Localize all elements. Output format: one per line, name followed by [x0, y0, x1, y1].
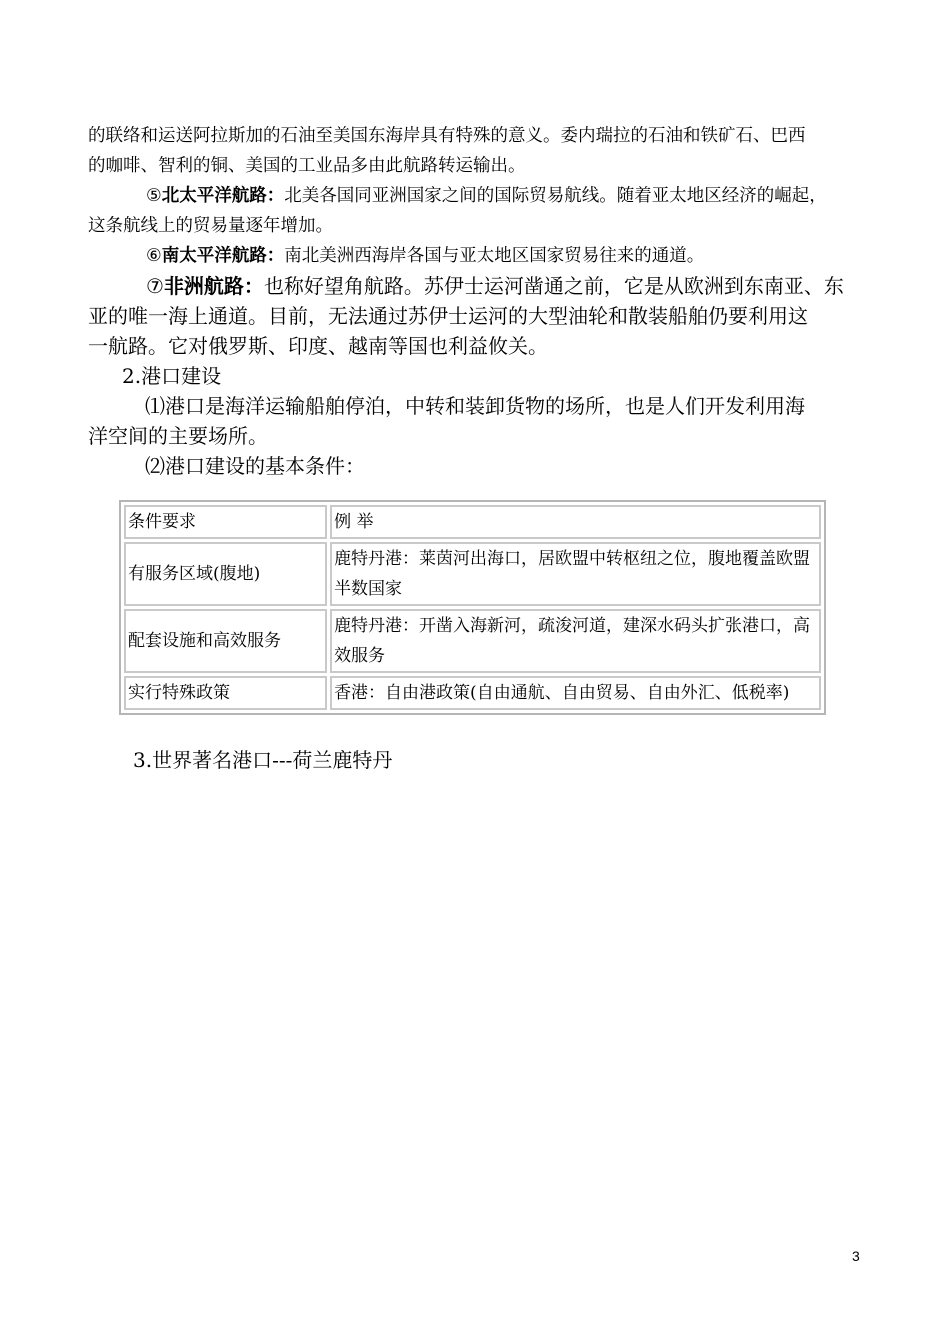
table-cell-example: 鹿特丹港：莱茵河出海口，居欧盟中转枢纽之位，腹地覆盖欧盟半数国家 — [330, 542, 821, 606]
paragraph-line: ⑴港口是海洋运输船舶停泊，中转和装卸货物的场所，也是人们开发利用海 — [145, 394, 805, 418]
paragraph-line: 的咖啡、智利的铜、美国的工业品多由此航路转运输出。 — [88, 156, 526, 176]
table-row — [124, 676, 821, 710]
item-marker: ⑦ — [146, 274, 164, 298]
table-cell-condition: 配套设施和高效服务 — [124, 609, 327, 673]
route-term: 南太平洋航路： — [161, 246, 285, 266]
table-header-cell: 例 举 — [330, 505, 821, 539]
table-header-cell: 条件要求 — [124, 505, 327, 539]
paragraph-south-pacific — [146, 248, 704, 266]
table-cell-condition: 实行特殊政策 — [124, 676, 327, 710]
table-cell-example: 香港：自由港政策(自由通航、自由贸易、自由外汇、低税率) — [330, 676, 821, 710]
table-header-row — [124, 505, 821, 539]
route-description: 也称好望角航路。苏伊士运河凿通之前，它是从欧洲到东南亚、东 — [263, 274, 844, 298]
paragraph-line: ⑵港口建设的基本条件： — [145, 454, 365, 478]
route-term: 北太平洋航路： — [161, 186, 285, 206]
paragraph-line: 一航路。它对俄罗斯、印度、越南等国也利益攸关。 — [88, 334, 548, 358]
paragraph-line: 这条航线上的贸易量逐年增加。 — [88, 216, 333, 236]
paragraph-line: 亚的唯一海上通道。目前，无法通过苏伊士运河的大型油轮和散装船舶仍要利用这 — [88, 304, 808, 328]
route-description: 南北美洲西海岸各国与亚太地区国家贸易往来的通道。 — [284, 246, 705, 266]
paragraph-north-pacific — [146, 188, 827, 206]
item-marker: ⑤ — [146, 186, 162, 206]
item-marker: ⑥ — [146, 246, 162, 266]
table-cell-condition: 有服务区域(腹地) — [124, 542, 327, 606]
table-row — [124, 609, 821, 673]
paragraph-africa-route — [146, 276, 844, 296]
section-heading: 3.世界著名港口---荷兰鹿特丹 — [133, 748, 393, 772]
port-conditions-table — [119, 500, 826, 715]
route-term: 非洲航路： — [163, 274, 264, 298]
paragraph-line: 的联络和运送阿拉斯加的石油至美国东海岸具有特殊的意义。委内瑞拉的石油和铁矿石、巴西 — [88, 126, 806, 146]
table-row — [124, 542, 821, 606]
route-description: 北美各国同亚洲国家之间的国际贸易航线。随着亚太地区经济的崛起， — [284, 186, 827, 206]
paragraph-line: 洋空间的主要场所。 — [88, 424, 268, 448]
table-cell-example: 鹿特丹港：开凿入海新河，疏浚河道，建深水码头扩张港口，高效服务 — [330, 609, 821, 673]
page-number: 3 — [852, 1248, 860, 1264]
section-heading: 2.港口建设 — [122, 364, 222, 388]
